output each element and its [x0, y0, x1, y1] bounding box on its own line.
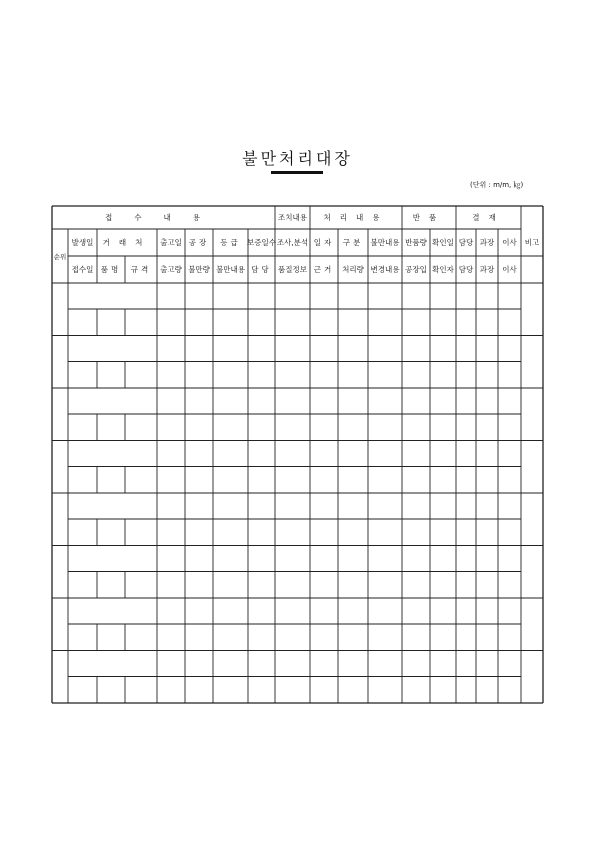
header-approval: 결재	[472, 213, 505, 222]
col-grade: 등급	[220, 238, 241, 247]
col-item: 품명	[100, 265, 122, 274]
col-director-2: 이사	[502, 265, 517, 274]
header-return: 반품	[412, 213, 446, 222]
col-category: 구분	[342, 238, 364, 247]
header-handling: 처리내용	[323, 213, 389, 222]
col-complaint-qty: 불만량	[188, 265, 210, 274]
col-quality-info: 품질정보	[278, 265, 307, 274]
col-cause-analysis: 조사,분석	[276, 238, 309, 247]
col-person: 담당	[251, 265, 272, 274]
col-processed-qty: 처리량	[342, 265, 364, 274]
col-spec: 규격	[130, 265, 152, 274]
col-receipt-date: 접수일	[71, 265, 94, 274]
col-manager: 과장	[479, 238, 495, 247]
col-reason: 근거	[313, 265, 335, 274]
col-complaint-detail: 불만내용	[216, 265, 245, 274]
header-action: 조치내용	[278, 213, 307, 222]
header-seq: 순위	[53, 252, 67, 261]
col-change-content: 변경내용	[370, 265, 400, 274]
col-return-qty: 반품량	[405, 238, 427, 247]
col-complaint-content: 불만내용	[370, 238, 400, 247]
col-customer: 거래처	[102, 238, 152, 247]
header-reception: 접수내용	[105, 213, 222, 222]
col-staff-2: 담당	[458, 265, 474, 274]
col-warranty: 보증일수	[247, 238, 276, 247]
col-director: 이사	[502, 238, 517, 247]
col-confirmer: 확인자	[432, 265, 454, 274]
col-manager-2: 과장	[479, 265, 495, 274]
col-confirm-date: 확인일	[432, 238, 454, 247]
col-ship-qty: 출고량	[160, 265, 182, 274]
header-remarks: 비고	[524, 238, 540, 247]
col-date: 일자	[313, 238, 335, 247]
col-factory: 공장	[188, 238, 210, 247]
col-occurrence-date: 발생일	[71, 238, 94, 247]
col-ship-date: 출고일	[160, 238, 182, 247]
page-title: 불만처리대장	[242, 149, 353, 168]
col-staff: 담당	[458, 238, 474, 247]
unit-note: (단위 : m/m, ㎏)	[470, 181, 524, 189]
col-factory-quantity: 공장입	[405, 265, 427, 274]
